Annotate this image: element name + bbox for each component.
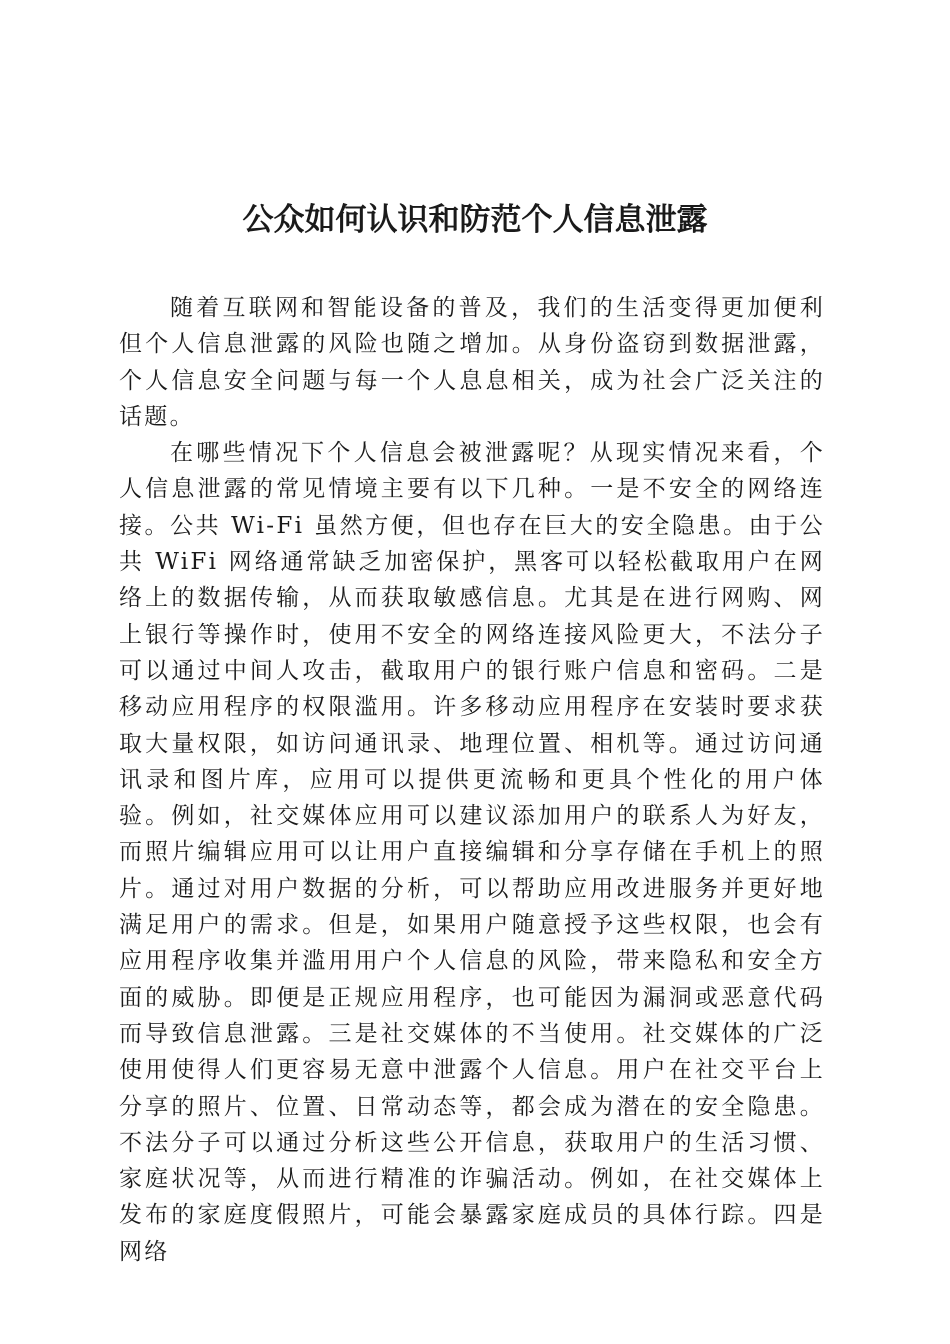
- paragraph-intro: 随着互联网和智能设备的普及，我们的生活变得更加便利但个人信息泄露的风险也随之增加。从身份盗窃到数据泄露，个人信息安全问题与每一个人息息相关，成为社会广泛关注的话题。: [119, 295, 825, 430]
- paragraph-leak-scenarios: 在哪些情况下个人信息会被泄露呢？从现实情况来看，个人信息泄露的常见情境主要有以下几种。一是不安全的网络连接。公共 Wi-Fi 虽然方便，但也存在巨大的安全隐患。由于公共 WiFi 网络通常缺乏加密保护，黑客可以轻松截取用户在网络上的数据传输，从而获取敏感信息。尤其是在进行网购、网上银行等操作时，使用不安全的网络连接风险更大，不法分子可以通过中间人攻击，截取用户的银行账户信息和密码。二是移动应用程序的权限滥用。许多移动应用程序在安装时要求获取大量权限，如访问通讯录、地理位置、相机等。通过访问通讯录和图片库，应用可以提供更流畅和更具个性化的用户体验。例如，社交媒体应用可以建议添加用户的联系人为好友，而照片编辑应用可以让用户直接编辑和分享存储在手机上的照片。通过对用户数据的分析，可以帮助应用改进服务并更好地满足用户的需求。但是，如果用户随意授予这些权限，也会有应用程序收集并滥用用户个人信息的风险，带来隐私和安全方面的威胁。即便是正规应用程序，也可能因为漏洞或恶意代码而导致信息泄露。三是社交媒体的不当使用。社交媒体的广泛使用使得人们更容易无意中泄露个人信息。用户在社交平台上分享的照片、位置、日常动态等，都会成为潜在的安全隐患。不法分子可以通过分析这些公开信息，获取用户的生活习惯、家庭状况等，从而进行精准的诈骗活动。例如，在社交媒体上发布的家庭度假照片，可能会暴露家庭成员的具体行踪。四是网络: [119, 440, 825, 1265]
- document-body: [119, 290, 825, 1270]
- document-title: 公众如何认识和防范个人信息泄露: [242, 202, 708, 238]
